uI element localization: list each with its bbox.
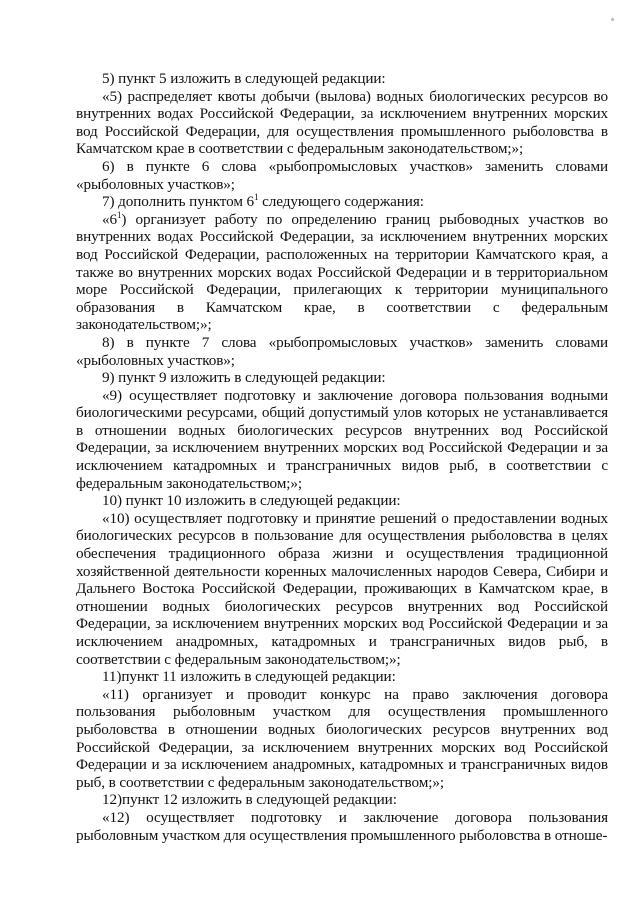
item-6-1-text-a: «6 — [102, 210, 117, 228]
paragraph-item-9-heading: 9) пункт 9 изложить в следующей редакции: — [102, 369, 386, 387]
scan-artifact — [611, 18, 614, 21]
paragraph-item-5-text: «5) распределяет квоты добычи (вылова) водных биологических ресурсов во внутренних водах Российской Федерации, за исключением внутренних морских вод Российской Федерации, для осуществления промышленного рыболовства в Камчатском крае в соответствии с федеральным законодательством;»; — [76, 87, 608, 158]
paragraph-item-11-heading: 11)пункт 11 изложить в следующей редакции: — [102, 668, 396, 686]
paragraph-item-12-text: «12) осуществляет подготовку и заключение договора пользования рыболовным участком для осуществления промышленного рыболовства в отноше- — [76, 808, 608, 844]
paragraph-item-5-heading: 5) пункт 5 изложить в следующей редакции: — [102, 70, 386, 87]
item-7-text-a: 7) дополнить пунктом 6 — [102, 193, 255, 211]
item-6-1-text-b: ) организует работу по определению границ рыбоводных участков во внутренних водах Российской Федерации, за исключением внутренних морских вод Российской Федерации, расположенных на территории Камчатского края, а также во внутренних морских водах Российской Федерации и в территориальном море Российской Федерации, прилегающих к территории муниципального образования в Камчатском крае, в соответствии с федеральным законодательством;»; — [76, 210, 608, 334]
item-7-superscript: 1 — [254, 192, 259, 203]
paragraph-item-10-text: «10) осуществляет подготовку и принятие решений о предоставлении водных биологических ресурсов в пользование для осуществления рыболовства в целях обеспечения традиционного образа жизни и осуществления традиционной хозяйственной деятельности коренных малочисленных народов Севера, Сибири и Дальнего Востока Российской Федерации, проживающих в Камчатском крае, в отношении водных биологических ресурсов внутренних вод Российской Федерации, за исключением внутренних морских вод Российской Федерации и за исключением анадромных, катадромных и трансграничных видов рыб, в соответствии с федеральным законодательством;»; — [76, 509, 608, 668]
paragraph-item-6-1-text — [76, 211, 608, 334]
paragraph-item-10-heading: 10) пункт 10 изложить в следующей редакции: — [102, 492, 401, 510]
paragraph-item-8: 8) в пункте 7 слова «рыбопромысловых участков» заменить словами «рыболовных участков»; — [76, 333, 608, 369]
paragraph-item-9-text: «9) осуществляет подготовку и заключение договора пользования водными биологическими ресурсами, общий допустимый улов которых не устанавливается в отношении водных биологических ресурсов внутренних вод Российской Федерации, за исключением внутренних морских вод Российской Федерации и за исключением катадромных и трансграничных видов рыб, в соответствии с федеральным законодательством;»; — [76, 386, 608, 492]
item-7-text-b: следующего содержания: — [258, 193, 424, 211]
item-6-1-superscript: 1 — [117, 209, 122, 220]
paragraph-item-6: 6) в пункте 6 слова «рыбопромысловых участков» заменить словами «рыболовных участков»; — [76, 157, 608, 193]
paragraph-item-11-text: «11) организует и проводит конкурс на право заключения договора пользования рыболовным участком для осуществления промышленного рыболовства в отношении водных биологических ресурсов внутренних вод Российской Федерации, за исключением внутренних морских вод Российской Федерации и за исключением анадромных, катадромных и трансграничных видов рыб, в соответствии с федеральным законодательством;»; — [76, 685, 608, 791]
paragraph-item-12-heading: 12)пункт 12 изложить в следующей редакции: — [102, 791, 397, 809]
paragraph-item-7-heading — [76, 193, 608, 211]
